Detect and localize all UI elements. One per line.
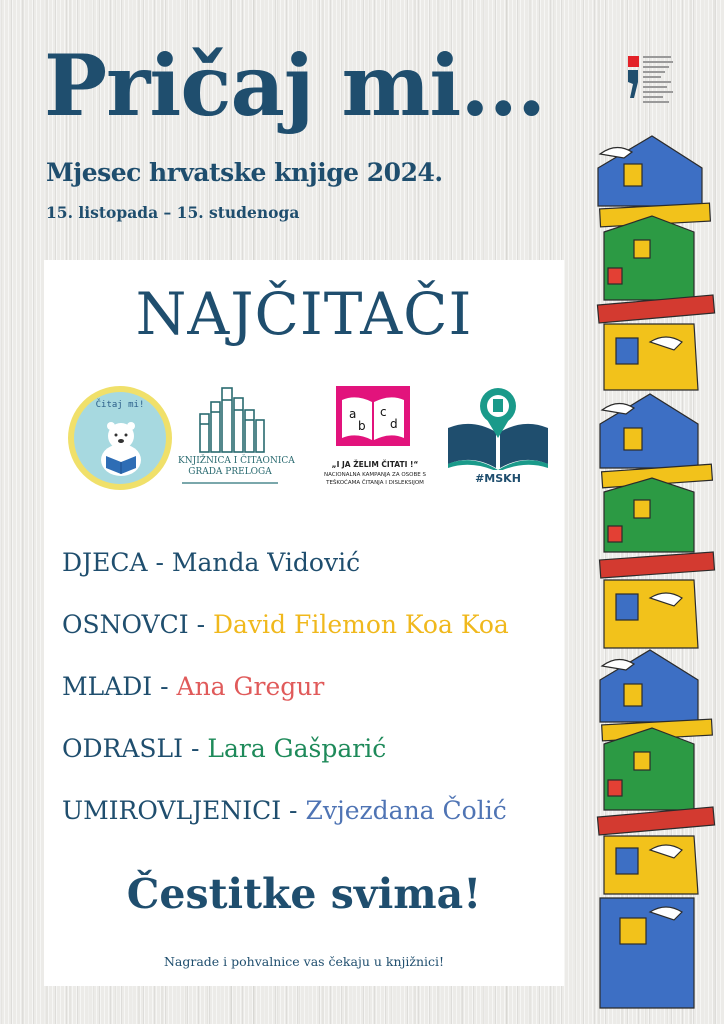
event-subtitle: Mjesec hrvatske knjige 2024. [46, 158, 443, 187]
ministry-fine-print [643, 56, 675, 106]
library-name: KNJIŽNICA I ČITAONICA GRADA PRELOGA [178, 456, 295, 477]
library-books-icon [178, 384, 282, 454]
winner-name: Manda Vidović [171, 548, 361, 577]
winner-row-odrasli [62, 734, 386, 763]
winner-separator: - [188, 610, 213, 639]
mskh-hashtag: #MSKH [475, 472, 521, 485]
winner-name: Lara Gašparić [207, 734, 387, 763]
ministry-comma-icon [627, 70, 639, 98]
winner-row-osnovci [62, 610, 509, 639]
zelim-citati-logo [318, 386, 432, 498]
book-location-pin-icon [444, 384, 552, 470]
library-fine-print [182, 482, 278, 484]
svg-text:a: a [349, 407, 357, 421]
congratulations-text: Čestitke svima! [126, 870, 482, 918]
winner-category: MLADI [62, 672, 153, 701]
svg-text:d: d [390, 417, 398, 431]
event-dates: 15. listopada – 15. studenoga [46, 203, 300, 222]
winner-category: ODRASLI [62, 734, 184, 763]
winner-row-djeca [62, 548, 360, 577]
winner-separator: - [147, 548, 172, 577]
winner-name: Zvjezdana Čolić [305, 796, 507, 825]
awards-footnote: Nagrade i pohvalnice vas čekaju u knjižnici! [163, 954, 445, 969]
book-house-tower-illustration [590, 128, 720, 1018]
winner-category: DJECA [62, 548, 148, 577]
page-title: Pričaj mi... [44, 36, 546, 135]
open-book-letters-icon [336, 386, 410, 446]
zelim-citati-title: „I JA ŽELIM ČITATI !“ [331, 460, 419, 469]
winners-heading: NAJČITAČI [135, 280, 473, 348]
winner-separator: - [183, 734, 208, 763]
citaj-mi-logo [68, 386, 172, 490]
winner-row-umirovljenici [62, 796, 507, 825]
polar-bear-reading-icon [94, 418, 148, 478]
citaj-mi-label: Čitaj mi! [95, 400, 145, 410]
ministry-logo [626, 56, 676, 114]
mskh-logo [444, 384, 552, 492]
library-logo [178, 384, 295, 496]
winner-category: UMIROVLJENICI [62, 796, 282, 825]
winner-row-mladi [62, 672, 324, 701]
winner-category: OSNOVCI [62, 610, 189, 639]
winner-separator: - [281, 796, 306, 825]
winner-separator: - [152, 672, 177, 701]
winner-name: Ana Gregur [176, 672, 325, 701]
ministry-red-square-icon [628, 56, 639, 67]
svg-text:b: b [358, 419, 366, 433]
winner-name: David Filemon Koa Koa [212, 610, 509, 639]
svg-text:c: c [380, 405, 387, 419]
zelim-citati-subtitle: NACIONALNA KAMPANJA ZA OSOBE S TEŠKOĆAMA ČITANJA I DISLEKSIJOM [324, 472, 426, 486]
